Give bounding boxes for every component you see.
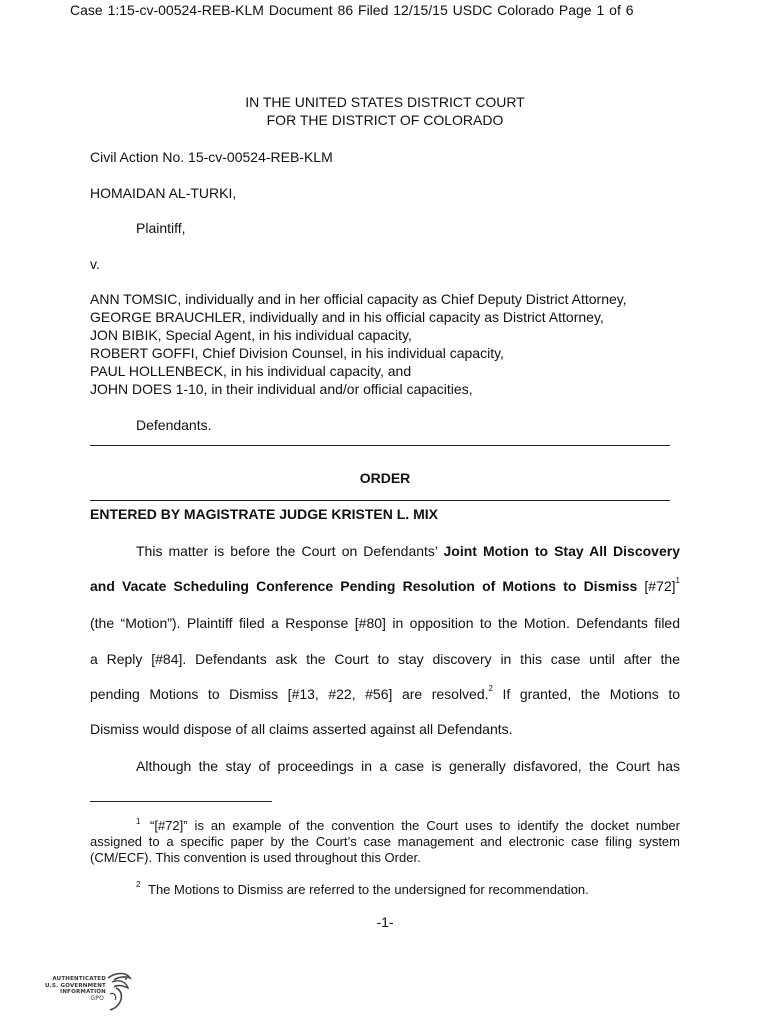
footnote-1-number: 1: [136, 817, 141, 826]
defendants-role: Defendants.: [136, 417, 212, 433]
footnote-rule: [90, 801, 272, 802]
body-line-6: Dismiss would dispose of all claims asserted against all Defendants.: [90, 721, 513, 737]
case-header: Case 1:15-cv-00524-REB-KLM Document 86 Filed 12/15/15 USDC Colorado Page 1 of 6: [70, 2, 634, 18]
footnote-1-line-2: assigned to a specific paper by the Court’s case management and electronic case filing system: [90, 834, 680, 849]
defendant-line: JON BIBIK, Special Agent, in his individual capacity,: [90, 327, 412, 343]
footnote-1-line-3: (CM/ECF). This convention is used throughout this Order.: [90, 850, 421, 865]
separator-rule: [90, 500, 670, 501]
footnote-2-text: The Motions to Dismiss are referred to the undersigned for recommendation.: [148, 882, 589, 897]
body-line-4: a Reply [#84]. Defendants ask the Court to stay discovery in this case until after the: [90, 651, 680, 667]
defendant-line: ROBERT GOFFI, Chief Division Counsel, in his individual capacity,: [90, 345, 504, 361]
plaintiff-role: Plaintiff,: [136, 220, 186, 236]
gpo-authentication-seal: [40, 970, 135, 1015]
versus: v.: [90, 256, 100, 272]
footnote-2-number: 2: [136, 880, 141, 889]
footnote-ref-2: 2: [488, 684, 493, 693]
body-line-7: Although the stay of proceedings in a case is generally disfavored, the Court has: [136, 758, 680, 774]
body-line-5: pending Motions to Dismiss [#13, #22, #56] are resolved.$^2$ If granted, the Motions to: [90, 684, 680, 702]
defendant-line: GEORGE BRAUCHLER, individually and in his official capacity as District Attorney,: [90, 309, 604, 325]
entered-by: ENTERED BY MAGISTRATE JUDGE KRISTEN L. MIX: [90, 506, 438, 522]
court-name-line1: IN THE UNITED STATES DISTRICT COURT: [245, 94, 525, 110]
civil-action-number: Civil Action No. 15-cv-00524-REB-KLM: [90, 149, 333, 165]
body-line-2: and Vacate Scheduling Conference Pending Resolution of Motions to Dismiss [#72]$^1$: [90, 576, 680, 594]
seal-text: AUTHENTICATED U.S. GOVERNMENT INFORMATION GPO: [45, 976, 106, 1002]
court-name-line2: FOR THE DISTRICT OF COLORADO: [266, 112, 504, 128]
defendant-line: ANN TOMSIC, individually and in her official capacity as Chief Deputy District Attorney,: [90, 291, 627, 307]
footnote-ref-1: 1: [675, 576, 680, 585]
defendant-line: JOHN DOES 1-10, in their individual and/or official capacities,: [90, 381, 473, 397]
page-number: -1-: [376, 914, 394, 930]
defendant-line: PAUL HOLLENBECK, in his individual capacity, and: [90, 363, 412, 379]
separator-rule: [90, 445, 670, 446]
plaintiff-name: HOMAIDAN AL-TURKI,: [90, 185, 237, 201]
body-line-3: (the “Motion”). Plaintiff filed a Response [#80] in opposition to the Motion. Defendants filed: [90, 615, 680, 631]
body-line-1: This matter is before the Court on Defendants’ Joint Motion to Stay All Discovery: [136, 543, 680, 559]
order-title: ORDER: [359, 470, 411, 486]
footnote-1-line-1: “[#72]” is an example of the convention the Court uses to identify the docket number: [150, 818, 680, 833]
eagle-icon: [102, 970, 132, 1014]
